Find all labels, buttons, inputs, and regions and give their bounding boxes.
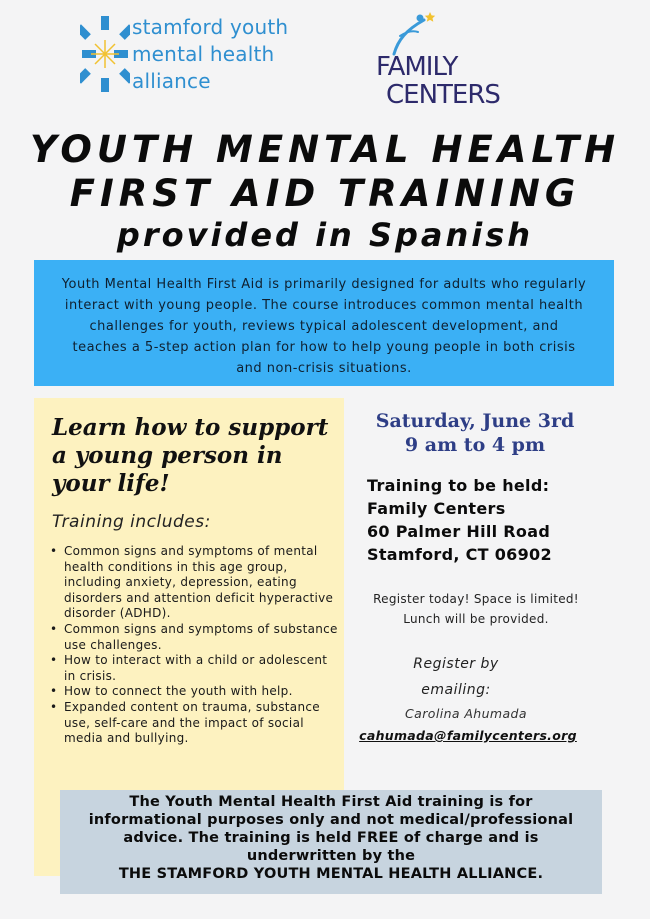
list-item: • Common signs and symptoms of mental health conditions in this age group, including anxiety, depression, eating disorders and attention deficit hyperactive disorder (ADHD). bbox=[48, 544, 338, 622]
page-title-line-2: FIRST AID TRAINING bbox=[69, 172, 581, 215]
list-item: • How to connect the youth with help. bbox=[48, 684, 338, 700]
disclaimer-line: underwritten by the bbox=[246, 848, 416, 864]
page-subtitle: provided in Spanish bbox=[116, 216, 534, 254]
disclaimer-line: informational purposes only and not medical/professional bbox=[88, 812, 574, 828]
list-item: • Common signs and symptoms of substance use challenges. bbox=[48, 622, 338, 653]
list-item: • Expanded content on trauma, substance use, self-care and the impact of social media and bullying. bbox=[48, 700, 338, 747]
emailing-label: emailing: bbox=[421, 682, 491, 698]
intro-banner: Youth Mental Health First Aid is primarily designed for adults who regularly interact with young people. The course introduces common mental health challenges for youth, reviews typical adolescent development, and teaches a 5-step action plan for how to help young people in both crisis and non-crisis situations. bbox=[34, 260, 614, 386]
includes-label: Training includes: bbox=[52, 512, 211, 532]
register-note: Register today! Space is limited! bbox=[373, 592, 579, 606]
lunch-note: Lunch will be provided. bbox=[403, 612, 549, 626]
disclaimer-line: advice. The training is held FREE of charge and is bbox=[123, 830, 539, 846]
contact-email-link[interactable]: cahumada@familycenters.org bbox=[359, 728, 577, 743]
symya-logo-line-3: alliance bbox=[132, 69, 211, 93]
symya-logo-line-1: stamford youth bbox=[132, 15, 289, 39]
venue-name: Family Centers bbox=[367, 499, 506, 518]
page-title-line-1: YOUTH MENTAL HEALTH bbox=[29, 128, 621, 171]
disclaimer-box bbox=[60, 790, 602, 894]
venue-block bbox=[367, 474, 617, 566]
symya-logo bbox=[80, 12, 320, 102]
event-time: 9 am to 4 pm bbox=[404, 434, 546, 456]
venue-label: Training to be held: bbox=[367, 476, 550, 495]
starburst-icon bbox=[80, 14, 130, 94]
register-by-label: Register by bbox=[413, 656, 499, 672]
training-list bbox=[48, 544, 338, 747]
symya-logo-line-2: mental health bbox=[132, 42, 275, 66]
learn-heading: Learn how to support a young person in your life! bbox=[52, 414, 329, 497]
disclaimer-line: THE STAMFORD YOUTH MENTAL HEALTH ALLIANCE. bbox=[118, 866, 544, 882]
venue-street: 60 Palmer Hill Road bbox=[367, 522, 551, 541]
disclaimer-line: The Youth Mental Health First Aid training is for bbox=[129, 794, 533, 810]
contact-name: Carolina Ahumada bbox=[405, 706, 527, 721]
family-centers-logo-line-1: FAMILY bbox=[376, 52, 458, 82]
list-item: • How to interact with a child or adolescent in crisis. bbox=[48, 653, 338, 684]
family-centers-logo bbox=[360, 10, 530, 110]
event-date: Saturday, June 3rd bbox=[375, 410, 575, 432]
family-centers-logo-line-2: CENTERS bbox=[386, 80, 500, 110]
venue-city: Stamford, CT 06902 bbox=[367, 545, 552, 564]
